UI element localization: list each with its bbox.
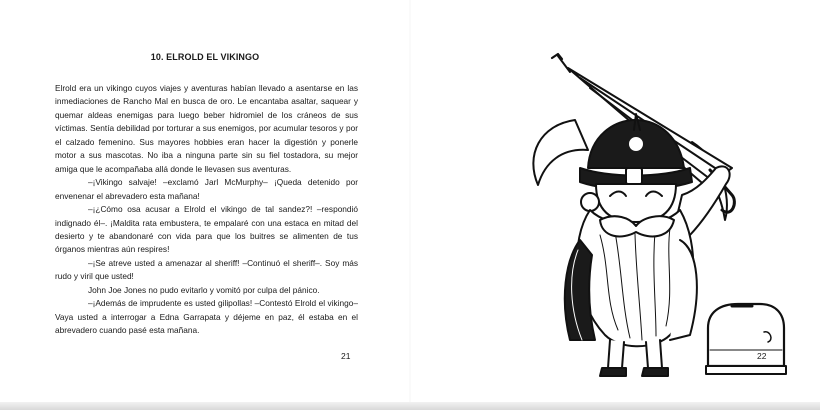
paragraph-dialogue: –¡¿Cómo osa acusar a Elrold el vikingo de tal sandez?! –respondió indignado él–. ¡Maldita rata embustera, te empalaré con una estaca en mitad del desierto y te abandonaré con vida para que los buitres se alimenten de tus órganos mientras aún respires!: [55, 204, 358, 255]
right-page: [410, 0, 820, 410]
page-bottom-edge: [0, 402, 820, 410]
page-number-right: 22: [757, 351, 767, 361]
paragraph-dialogue: –¡Se atreve usted a amenazar al sheriff! –Continuó el sheriff–. Soy más rudo y viril que usted!: [55, 257, 358, 282]
paragraph-dialogue: –¡Además de imprudente es usted gilipollas! –Contestó Elrold el vikingo–Vaya usted a interrogar a Edna Garrapata y déjeme en paz, él estaba en el abrevadero cuando pasé esta mañana.: [55, 298, 358, 336]
paragraph-intro: Elrold era un vikingo cuyos viajes y aventuras habían llevado a asentarse en las inmediaciones de Rancho Mal en busca de oro. Le encantaba asaltar, saquear y quemar aldeas enemigas para luego beber hidromiel de los cráneos de sus víctimas. Sentía debilidad por torturar a sus enemigos, por acumular tesoros y por el calzado femenino. Sus mayores hobbies eran hacer la digestión y ponerle motor a sus mascotas. No iba a ninguna parte sin su fiel tostadora, su mejor amiga que le acompañaba allá donde le llevasen sus aventuras.: [55, 83, 358, 174]
viking-illustration: [470, 50, 800, 380]
toaster-icon: [706, 304, 786, 374]
paragraph-narration: John Joe Jones no pudo evitarlo y vomitó por culpa del pánico.: [88, 284, 320, 295]
page-number-left: 21: [341, 351, 351, 361]
paragraph-dialogue: –¡Vikingo salvaje! –exclamó Jarl McMurphy– ¡Queda detenido por envenenar el abrevadero esta mañana!: [55, 177, 358, 201]
chapter-body: [55, 82, 358, 338]
chapter-title: 10. ELROLD EL VIKINGO: [150, 52, 260, 62]
